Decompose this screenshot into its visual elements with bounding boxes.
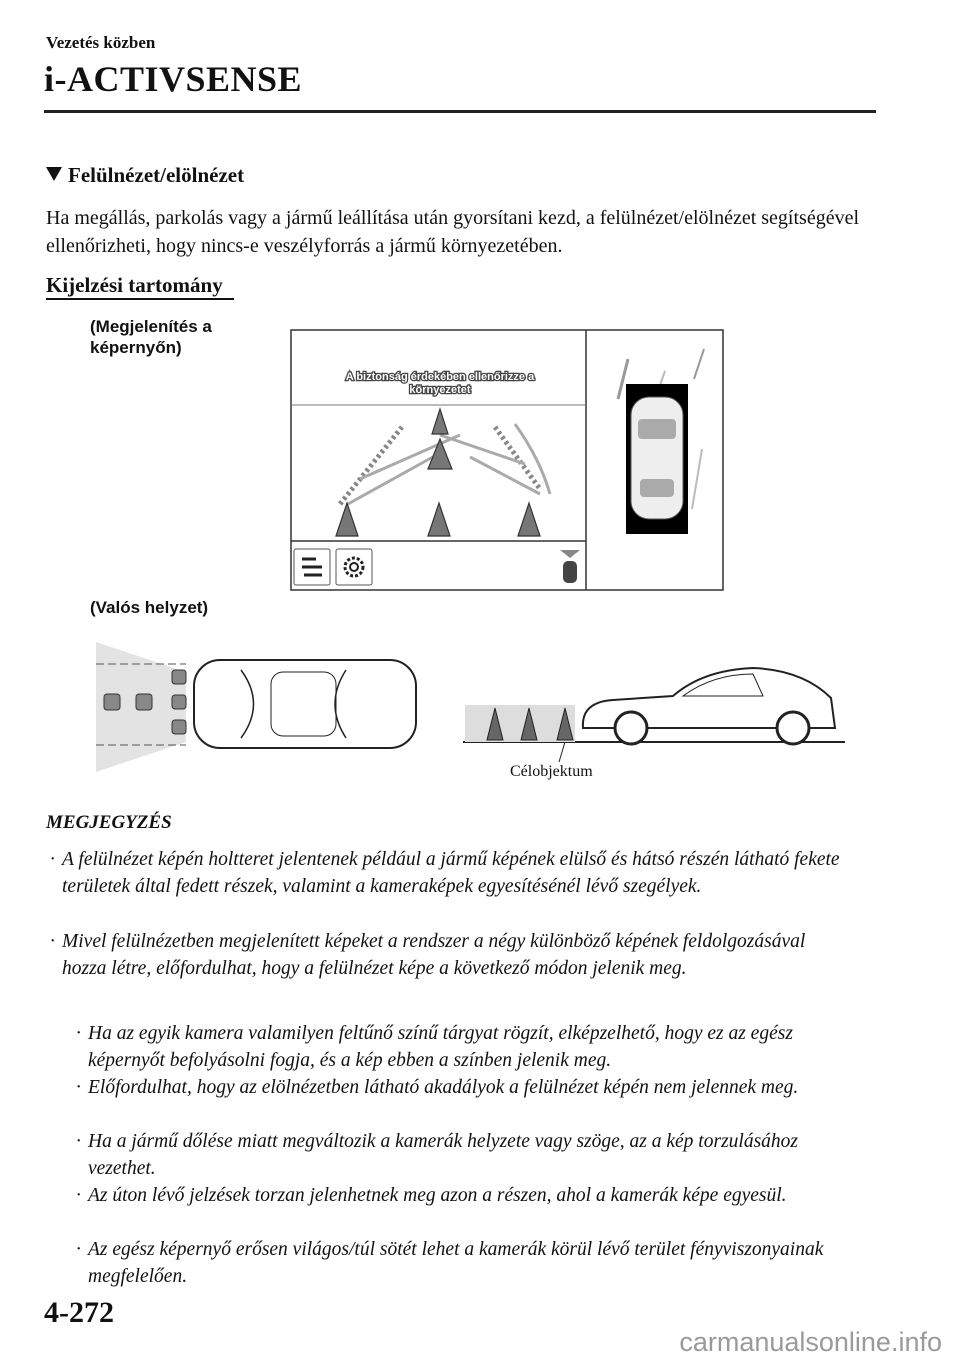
display-label-text: (Megjelenítés a képernyőn) (90, 317, 212, 357)
watermark: carmanualsonline.info (679, 1327, 942, 1357)
note-item (50, 928, 850, 982)
svg-text:környezetet: környezetet (409, 384, 471, 396)
top-view-car (631, 397, 683, 519)
note-item (50, 846, 850, 900)
real-side-view-illustration (463, 650, 845, 762)
bullet: · (76, 1131, 81, 1152)
note-item-text: A felülnézet képén holtteret jelentenek például a jármű képének elülső és hátsó részén látható fekete területek által fedett részek, valamint a kameraképek egyesítésénél lévő szegélyek. (62, 849, 840, 897)
page-number: 4-272 (44, 1296, 114, 1329)
screen-message: A biztonság érdekében ellenőrizze a (345, 371, 535, 383)
note-subitem (76, 1128, 866, 1182)
triangle-marker-icon (46, 167, 62, 181)
chapter-title: i-ACTIVSENSE (44, 59, 303, 99)
note-subitem (76, 1020, 866, 1074)
bullet: · (76, 1239, 81, 1260)
real-situation-label: (Valós helyzet) (90, 598, 209, 617)
section-heading (46, 163, 244, 188)
section-heading-text: Felülnézet/elölnézet (68, 163, 245, 187)
bullet: · (76, 1185, 81, 1206)
note-subitem (76, 1236, 866, 1290)
subheading-underline (46, 298, 234, 300)
note-subitem-text: Az egész képernyő erősen világos/túl sötét lehet a kamerák körül lévő terület fényviszonyainak megfelelően. (88, 1239, 824, 1287)
target-object-label: Célobjektum (510, 763, 593, 780)
note-title: MEGJEGYZÉS (46, 812, 172, 833)
bullet: · (76, 1023, 81, 1044)
section-title: Vezetés közben (46, 33, 156, 52)
note-subitem (76, 1074, 866, 1101)
bullet: · (50, 849, 55, 870)
settings-gear-icon (336, 549, 372, 585)
note-subitem (76, 1182, 866, 1209)
note-subitem-text: Az úton lévő jelzések torzan jelenhetnek meg azon a részen, ahol a kamerák képe egyesül. (88, 1185, 787, 1206)
note-subitem-text: Ha az egyik kamera valamilyen feltűnő színű tárgyat rögzít, elképzelhető, hogy ez az egész képernyőt befolyásolni fogja, és a kép ebben a színben jelenik meg. (88, 1023, 793, 1071)
note-subitem-text: Előfordulhat, hogy az elölnézetben látható akadályok a felülnézet képén nem jelennek meg. (88, 1077, 799, 1098)
bullet: · (76, 1077, 81, 1098)
bullet: · (50, 931, 55, 952)
screen-illustration (290, 329, 724, 591)
note-item-text: Mivel felülnézetben megjelenített képeket a rendszer a négy különböző képének feldolgozásával hozza létre, előfordulhat, hogy a felülnézet képe a következő módon jelenik meg. (62, 931, 806, 979)
header-rule (44, 110, 876, 113)
real-top-view-illustration (96, 632, 431, 774)
car-top-view (194, 660, 416, 748)
display-label (90, 316, 240, 358)
subheading: Kijelzési tartomány (46, 273, 223, 297)
note-subitem-text: Ha a jármű dőlése miatt megváltozik a kamerák helyzete vagy szöge, az a kép torzulásához vezethet. (88, 1131, 798, 1179)
intro-paragraph: Ha megállás, parkolás vagy a jármű leállítása után gyorsítani kezd, a felülnézet/elölnézet segítségével ellenőrizheti, hogy nincs-e veszélyforrás a jármű környezetében. (46, 207, 860, 257)
